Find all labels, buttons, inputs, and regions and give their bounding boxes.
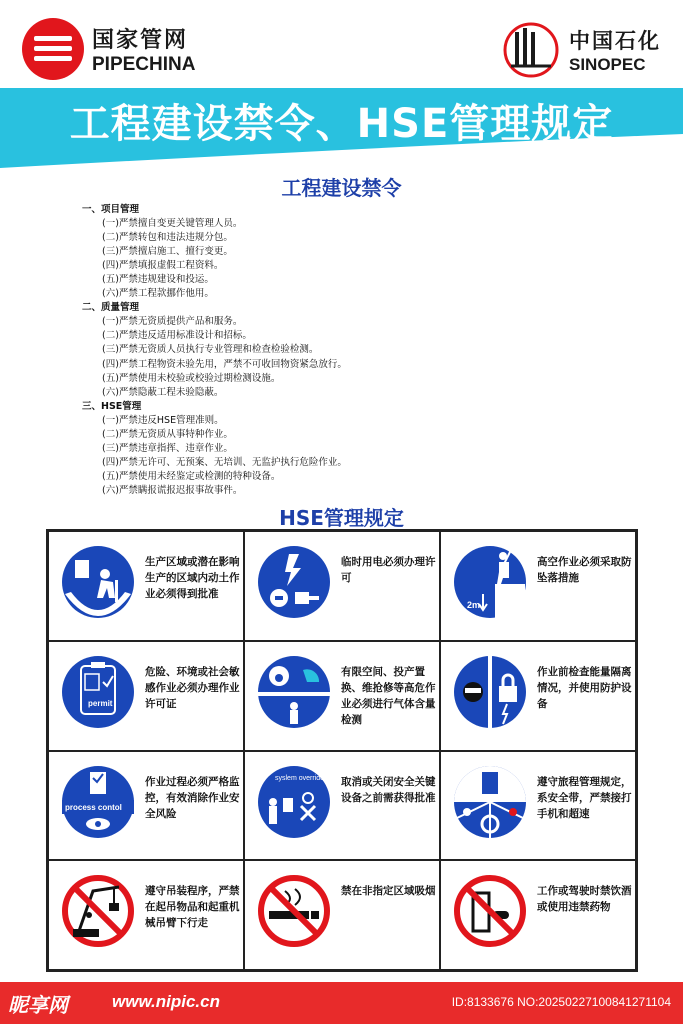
rule-item: (四)严禁工程物资未验先用，严禁不可收回物资紧急放行。 (102, 358, 347, 370)
sinopec-name-cn: 中国石化 (569, 29, 661, 53)
rule-item: (三)严禁违章指挥、违章作业。 (102, 442, 233, 454)
hse-cell (440, 751, 636, 861)
rule-item: (四)严禁无许可、无预案、无培训、无监护执行危险作业。 (102, 456, 347, 468)
footer-url[interactable]: www.nipic.cn (112, 992, 220, 1011)
rule-item: (四)严禁填报虚假工程资料。 (102, 260, 224, 272)
rule-category: 二、质量管理 (82, 302, 140, 314)
sinopec-name-en: SINOPEC (569, 55, 646, 74)
rule-item: (三)严禁无资质人员执行专业管理和检查检验检测。 (102, 344, 319, 356)
rule-item: (六)严禁工程款挪作他用。 (102, 288, 214, 300)
no-smoking-icon (255, 871, 333, 959)
hse-cell (440, 531, 636, 641)
hse-cell (48, 641, 244, 751)
hse-rule-text: 有限空间、投产置换、维抢修等高危作业必须进行气体含量检测 (341, 665, 436, 726)
pipechina-logo (22, 18, 195, 80)
footer-site-name: 昵享网 (8, 993, 68, 1017)
hse-rule-text: 工作或驾驶时禁饮酒或使用违禁药物 (537, 885, 632, 914)
hse-rule-text: 临时用电必须办理许可 (341, 556, 436, 584)
footer-bar (0, 982, 683, 1024)
svg-text:syslem overridc: syslem overridc (275, 774, 324, 782)
rule-item: (三)严禁擅启施工、擅行变更。 (102, 246, 233, 258)
fall-protection-icon (451, 542, 529, 630)
driving-safety-icon (451, 762, 529, 850)
hse-rule-text: 高空作业必须采取防坠落措施 (537, 556, 632, 584)
hse-cell (244, 641, 440, 751)
rule-category: 三、HSE管理 (82, 400, 142, 412)
work-permit-icon (59, 652, 137, 740)
hse-rule-text: 遵守吊装程序，严禁在起吊物品和起重机械吊臂下行走 (145, 885, 240, 930)
rule-item: (五)严禁违规建设和投运。 (102, 274, 214, 286)
rule-item: (二)严禁转包和违法违规分包。 (102, 232, 233, 244)
pipechina-name-cn: 国家管网 (92, 27, 189, 53)
energy-isolation-icon (451, 652, 529, 740)
rule-item: (五)严禁使用未校验或校验过期检测设施。 (102, 372, 281, 384)
gas-test-icon (255, 652, 333, 740)
svg-text:permit: permit (88, 698, 113, 708)
rule-item: (六)严禁隐蔽工程未验隐蔽。 (102, 386, 224, 398)
rule-item: (二)严禁违反适用标准设计和招标。 (102, 330, 252, 342)
rule-item: (二)严禁无资质从事特种作业。 (102, 428, 233, 440)
rule-category: 一、项目管理 (82, 204, 140, 215)
hse-cell (244, 860, 440, 970)
page-title: 工程建设禁令、HSE管理规定 (69, 101, 614, 147)
sinopec-emblem-icon (501, 22, 561, 78)
rule-item: (一)严禁擅自变更关键管理人员。 (102, 218, 243, 230)
rule-item: (五)严禁使用未经鉴定或检测的特种设备。 (102, 470, 281, 482)
hse-rule-text: 危险、环境或社会敏感作业必须办理作业许可证 (145, 665, 240, 710)
hse-rule-text: 禁在非指定区域吸烟 (341, 885, 436, 898)
process-control-icon (59, 762, 137, 850)
no-crane-walk-icon (59, 871, 137, 959)
electric-plug-icon (255, 542, 333, 630)
hse-rule-text: 取消或关闭安全关键设备之前需获得批准 (341, 775, 436, 804)
rule-item: (一)严禁无资质提供产品和服务。 (102, 316, 243, 328)
rule-item: (六)严禁瞒报谎报迟报事故事件。 (102, 484, 243, 496)
svg-text:process contol: process contol (65, 802, 122, 812)
sinopec-logo (501, 22, 661, 78)
hse-cell (48, 531, 244, 641)
no-alcohol-drugs-icon (451, 871, 529, 959)
rules-list (82, 203, 642, 498)
footer-image-id: ID:8133676 NO:20250227100841271104 (451, 995, 671, 1009)
hse-cell (244, 531, 440, 641)
hse-rule-text: 遵守旅程管理规定，系安全带，严禁接打手机和超速 (537, 775, 632, 820)
svg-text:2m: 2m (467, 600, 481, 610)
hse-rule-text: 作业过程必须严格监控，有效消除作业安全风险 (145, 775, 240, 820)
hse-cell (440, 641, 636, 751)
hse-cell (244, 751, 440, 861)
hse-cell (48, 860, 244, 970)
pipechina-emblem-icon (22, 18, 84, 80)
system-override-icon (255, 762, 333, 850)
header (0, 0, 683, 88)
hse-cell (440, 860, 636, 970)
hse-grid (46, 529, 638, 972)
hse-rule-text: 作业前检查能量隔离情况，并使用防护设备 (537, 665, 632, 710)
rule-item: (一)严禁违反HSE管理准则。 (102, 414, 224, 426)
hse-cell (48, 751, 244, 861)
pipechina-name-en: PIPECHINA (92, 53, 196, 75)
section-title-bans: 工程建设禁令 (281, 176, 402, 200)
excavation-permit-icon (59, 542, 137, 630)
section-title-hse: HSE管理规定 (279, 506, 404, 530)
hse-rule-text: 生产区域或潜在影响生产的区域内动土作业必须得到批准 (145, 556, 240, 600)
